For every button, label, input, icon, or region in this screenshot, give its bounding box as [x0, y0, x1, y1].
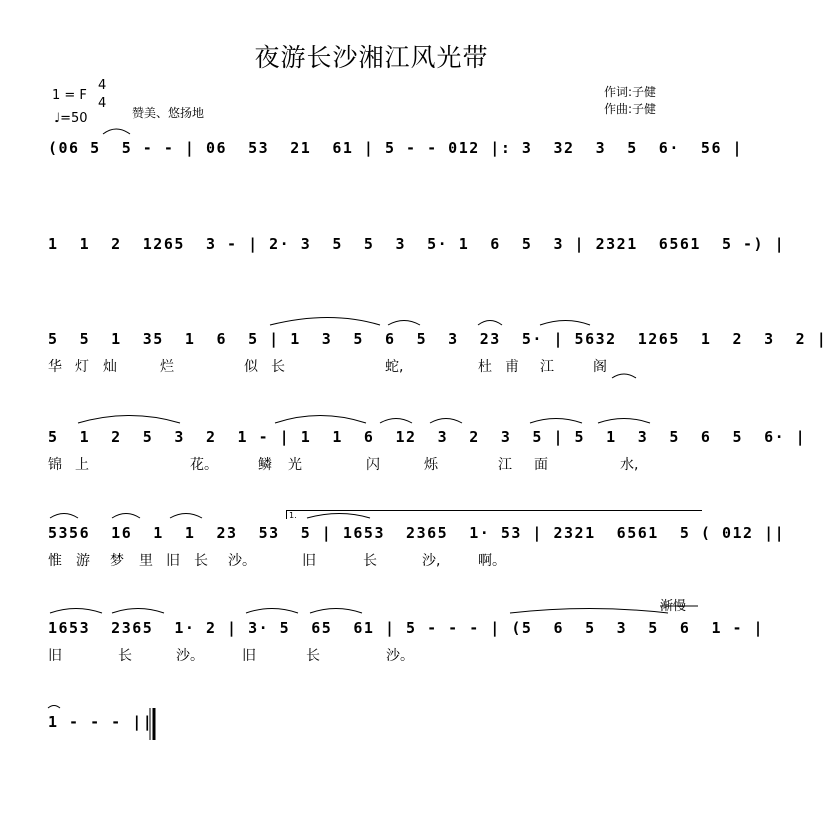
lyric: 惟	[48, 553, 62, 569]
lyric: 光	[288, 457, 302, 473]
slur	[170, 514, 202, 519]
lyric: 上	[75, 457, 89, 473]
lyric: 沙,	[422, 553, 441, 569]
lyric: 烁	[424, 457, 438, 473]
lyric: 江	[540, 359, 554, 375]
slur	[380, 419, 412, 424]
slur	[540, 321, 590, 326]
expression-mark: 赞美、悠扬地	[132, 106, 205, 120]
lyric: 沙。	[386, 648, 414, 664]
lyric: 游	[76, 553, 90, 569]
lyric: 旧	[166, 553, 180, 569]
lyric: 沙。	[176, 648, 204, 664]
score-title: 夜游长沙湘江风光带	[254, 43, 489, 72]
slur	[430, 419, 462, 424]
lyric: 里	[139, 553, 153, 569]
lyric: 旧	[302, 553, 316, 569]
slur	[310, 609, 362, 614]
lyric: 旧	[48, 648, 62, 664]
slur	[112, 514, 140, 519]
lyric: 烂	[160, 359, 174, 375]
lyric: 杜	[478, 359, 492, 375]
notation: 1653 2365 1· 2 | 3· 5 65 61 | 5 - - - | (5 6 5 3 5 6 1 - |	[48, 619, 765, 637]
staff-line-1	[48, 139, 744, 189]
volta-label: 1.	[289, 511, 297, 520]
notation: 5356 16 1 1 23 53 5 | 1653 2365 1· 53 | 2321 6561 5 ( 012 ||	[48, 524, 786, 542]
lyrics-row	[48, 550, 703, 568]
lyric: 沙。	[228, 553, 256, 569]
lyrics-row	[48, 356, 703, 374]
lyric: 长	[271, 359, 285, 375]
lyric: 长	[363, 553, 377, 569]
slur	[246, 609, 298, 614]
lyric: 甫	[505, 359, 519, 375]
key-signature: 1 = F	[52, 88, 87, 103]
slur	[103, 129, 130, 134]
staff-line-7	[48, 713, 703, 763]
slur	[478, 321, 502, 326]
slur	[275, 416, 366, 424]
slur	[112, 609, 164, 614]
notation: 5 5 1 35 1 6 5 | 1 3 5 6 5 3 23 5· | 5632 1265 1 2 3 2 |	[48, 330, 827, 348]
fade-mark: 渐慢	[660, 599, 687, 614]
lyric: 灿	[103, 359, 117, 375]
lyric: 锦	[48, 457, 62, 473]
lyric: 长	[194, 553, 208, 569]
lyrics-row	[48, 645, 703, 663]
staff-line-2	[48, 235, 786, 285]
credits	[604, 84, 656, 118]
lyric: 阁	[593, 359, 607, 375]
staff-line-5	[48, 511, 786, 574]
staff-line-4	[48, 428, 807, 478]
composer: 作曲:子健	[604, 102, 657, 116]
lyric: 花。	[190, 457, 218, 473]
staff-line-3	[48, 330, 827, 380]
slur	[530, 419, 582, 424]
notation: 5 1 2 5 3 2 1 - | 1 1 6 12 3 2 3 5 | 5 1 3 5 6 5 6· |	[48, 428, 807, 446]
lyricist: 作词:子健	[604, 85, 657, 99]
lyric: 江	[498, 457, 512, 473]
lyric: 闪	[366, 457, 380, 473]
slur	[50, 514, 78, 519]
tempo-mark: ♩=50	[54, 111, 88, 126]
staff-line-6	[48, 599, 765, 669]
slur	[48, 706, 60, 709]
lyric: 长	[118, 648, 132, 664]
lyric: 水,	[620, 457, 639, 473]
notation: 1 1 2 1265 3 - | 2· 3 5 5 3 5· 1 6 5 3 | 2321 6561 5 -) |	[48, 235, 786, 253]
slur	[270, 318, 380, 326]
lyric: 啊。	[478, 553, 506, 569]
time-signature-bottom: 4	[98, 96, 107, 111]
lyric: 鳞	[258, 457, 272, 473]
lyric: 灯	[75, 359, 89, 375]
lyric: 华	[48, 359, 62, 375]
lyric: 面	[534, 457, 548, 473]
slur	[598, 419, 650, 424]
slur	[78, 416, 180, 424]
slur	[510, 609, 668, 614]
lyric: 蛇,	[385, 359, 404, 375]
slur	[388, 321, 420, 326]
volta-bracket	[286, 510, 702, 519]
lyric: 梦	[110, 553, 124, 569]
slur	[50, 609, 102, 614]
lyric: 似	[244, 359, 258, 375]
lyrics-row	[48, 454, 703, 472]
notation: 1 - - - ||	[48, 713, 154, 731]
lyric: 长	[306, 648, 320, 664]
lyric: 旧	[242, 648, 256, 664]
notation: (06 5 5 - - | 06 53 21 61 | 5 - - 012 |: 3 32 3 5 6· 56 |	[48, 139, 744, 157]
time-signature-top: 4	[98, 78, 107, 93]
